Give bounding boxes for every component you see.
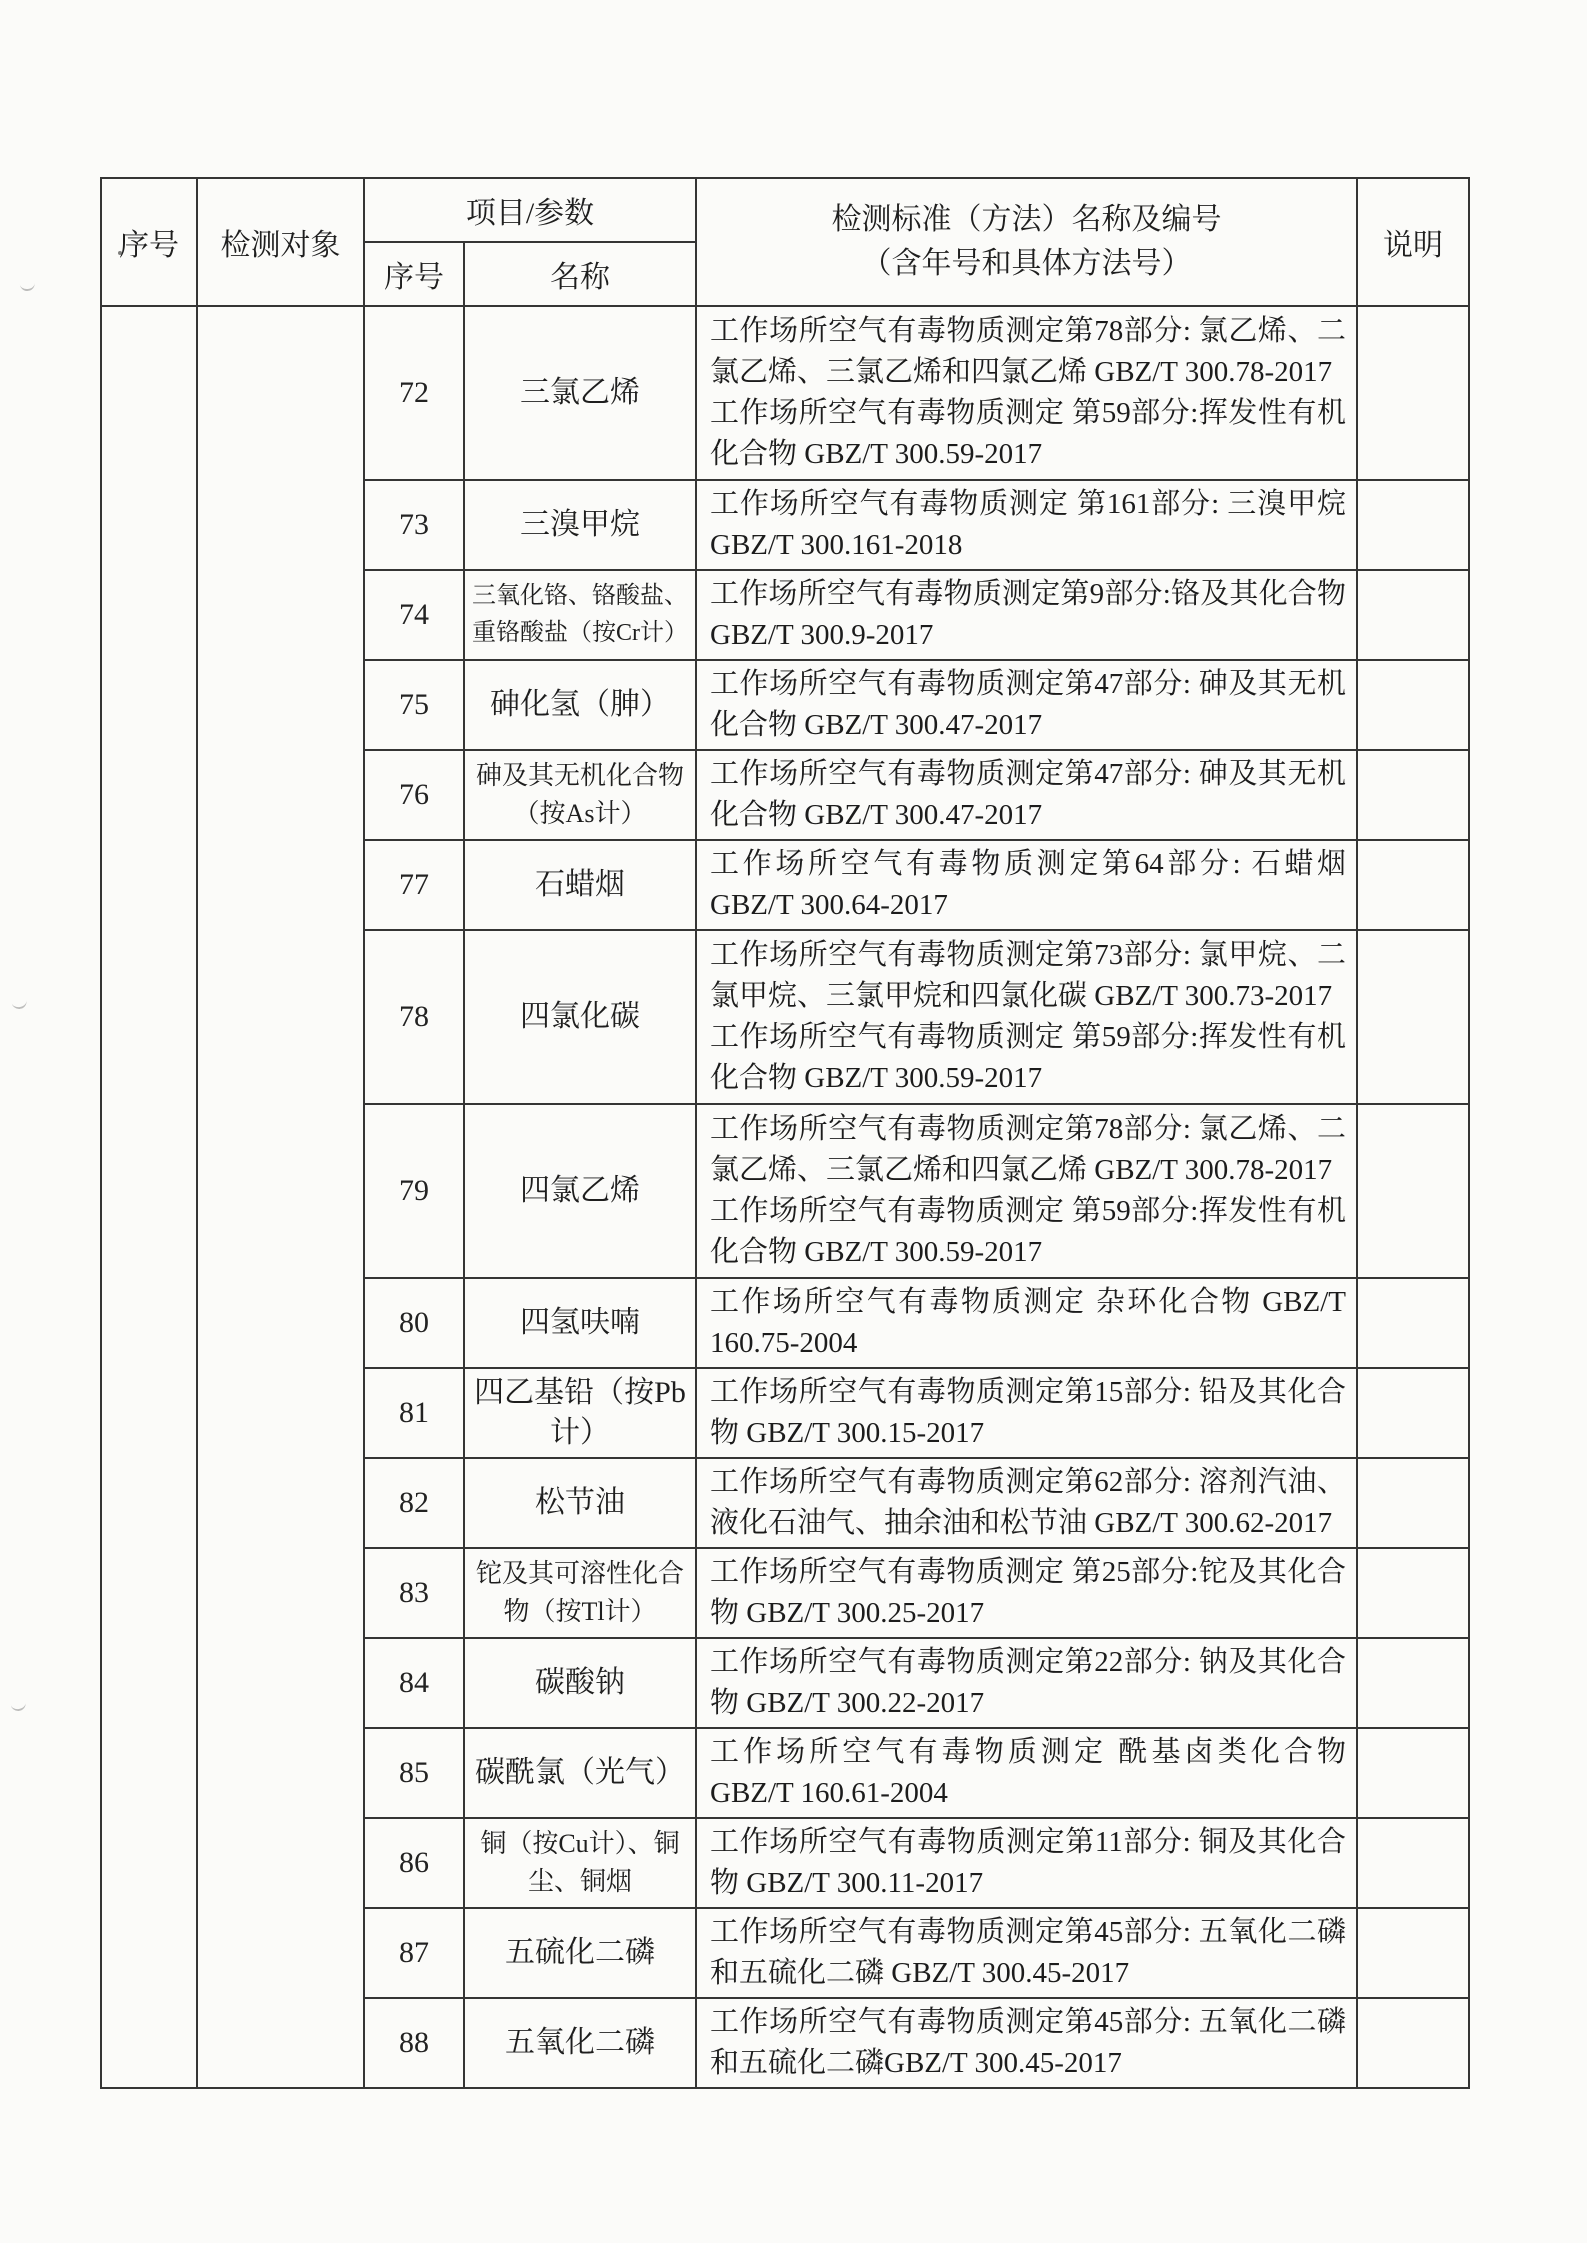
item-seq-cell: 74 (364, 570, 464, 660)
pencil-check-mark (11, 998, 28, 1010)
item-name-cell: 四氯化碳 (464, 930, 696, 1104)
standard-text: 工作场所空气有毒物质测定第47部分: 砷及其无机化合物 GBZ/T 300.47-2017 (710, 758, 1346, 831)
item-name-cell: 铊及其可溶性化合物（按Tl计） (464, 1548, 696, 1638)
item-name-cell: 砷及其无机化合物（按As计） (464, 750, 696, 840)
header-seq (101, 178, 197, 306)
header-note-label: 说明 (1383, 229, 1443, 262)
standard-cell (696, 480, 1357, 570)
standard-text: 工作场所空气有毒物质测定第47部分: 砷及其无机化合物 GBZ/T 300.47-2017 (710, 668, 1346, 741)
standard-text: 工作场所空气有毒物质测定 第59部分:挥发性有机化合物 GBZ/T 300.59-2017 (710, 1195, 1346, 1268)
item-name-cell: 石蜡烟 (464, 840, 696, 930)
note-cell (1357, 1458, 1469, 1548)
standard-cell (696, 1458, 1357, 1548)
item-seq-cell: 81 (364, 1368, 464, 1458)
standard-text: 工作场所空气有毒物质测定 第59部分:挥发性有机化合物 GBZ/T 300.59-2017 (710, 397, 1346, 470)
standard-text: 工作场所空气有毒物质测定第64部分: 石蜡烟 GBZ/T 300.64-2017 (710, 848, 1346, 921)
standard-text: 工作场所空气有毒物质测定第22部分: 钠及其化合物 GBZ/T 300.22-2017 (710, 1646, 1346, 1719)
header-item-seq-label: 序号 (384, 261, 444, 294)
note-cell (1357, 306, 1469, 480)
standard-text: 工作场所空气有毒物质测定第11部分: 铜及其化合物 GBZ/T 300.11-2017 (710, 1826, 1346, 1899)
standard-cell (696, 1104, 1357, 1278)
standard-cell (696, 1278, 1357, 1368)
header-note (1357, 178, 1469, 306)
item-seq-cell: 73 (364, 480, 464, 570)
item-seq-cell: 80 (364, 1278, 464, 1368)
item-name-cell: 四乙基铅（按Pb计） (464, 1368, 696, 1458)
item-seq-cell: 72 (364, 306, 464, 480)
note-cell (1357, 1728, 1469, 1818)
note-cell (1357, 1818, 1469, 1908)
item-name-cell: 四氢呋喃 (464, 1278, 696, 1368)
item-name-cell: 四氯乙烯 (464, 1104, 696, 1278)
note-cell (1357, 660, 1469, 750)
header-item-name-label: 名称 (550, 261, 610, 294)
item-seq-cell: 78 (364, 930, 464, 1104)
item-seq-cell: 87 (364, 1908, 464, 1998)
standard-cell (696, 1818, 1357, 1908)
standard-cell (696, 1548, 1357, 1638)
note-cell (1357, 750, 1469, 840)
item-seq-cell: 82 (364, 1458, 464, 1548)
standard-text: 工作场所空气有毒物质测定第45部分: 五氧化二磷和五硫化二磷GBZ/T 300.45-2017 (710, 2006, 1346, 2079)
table-row (101, 306, 1469, 480)
note-cell (1357, 1278, 1469, 1368)
note-cell (1357, 1908, 1469, 1998)
item-name-cell: 三溴甲烷 (464, 480, 696, 570)
note-cell (1357, 570, 1469, 660)
item-name-cell: 三氯乙烯 (464, 306, 696, 480)
item-name-cell: 砷化氢（胂） (464, 660, 696, 750)
standard-text: 工作场所空气有毒物质测定第73部分: 氯甲烷、二氯甲烷、三氯甲烷和四氯化碳 GBZ/T 300.73-2017 (710, 939, 1346, 1012)
standard-cell (696, 1728, 1357, 1818)
note-cell (1357, 1548, 1469, 1638)
standard-cell (696, 306, 1357, 480)
standard-cell (696, 930, 1357, 1104)
item-seq-cell: 85 (364, 1728, 464, 1818)
standard-text: 工作场所空气有毒物质测定第62部分: 溶剂汽油、液化石油气、抽余油和松节油 GBZ/T 300.62-2017 (710, 1466, 1346, 1539)
standard-text: 工作场所空气有毒物质测定 第25部分:铊及其化合物 GBZ/T 300.25-2017 (710, 1556, 1346, 1629)
standard-cell (696, 1998, 1357, 2088)
object-cell (197, 306, 364, 2088)
item-seq-cell: 79 (364, 1104, 464, 1278)
standard-text: 工作场所空气有毒物质测定第9部分:铬及其化合物 GBZ/T 300.9-2017 (710, 578, 1346, 651)
note-cell (1357, 930, 1469, 1104)
item-seq-cell: 84 (364, 1638, 464, 1728)
standard-text: 工作场所空气有毒物质测定 第161部分: 三溴甲烷 GBZ/T 300.161-2018 (710, 488, 1346, 561)
item-seq-cell: 86 (364, 1818, 464, 1908)
detection-standards-table (100, 177, 1470, 2089)
standard-cell (696, 570, 1357, 660)
header-object-label: 检测对象 (220, 229, 341, 262)
standard-cell (696, 750, 1357, 840)
standard-text: 工作场所空气有毒物质测定第45部分: 五氧化二磷和五硫化二磷 GBZ/T 300.45-2017 (710, 1916, 1346, 1989)
table-body (101, 306, 1469, 2088)
note-cell (1357, 1368, 1469, 1458)
item-name-cell: 五氧化二磷 (464, 1998, 696, 2088)
standard-cell (696, 660, 1357, 750)
item-name-cell: 五硫化二磷 (464, 1908, 696, 1998)
item-name-cell: 碳酰氯（光气） (464, 1728, 696, 1818)
standard-cell (696, 840, 1357, 930)
standard-text: 工作场所空气有毒物质测定第78部分: 氯乙烯、二氯乙烯、三氯乙烯和四氯乙烯 GBZ/T 300.78-2017 (710, 315, 1346, 388)
header-item-param-label: 项目/参数 (465, 197, 595, 230)
table-header (101, 178, 1469, 306)
header-standard (696, 178, 1357, 306)
pencil-check-mark (20, 280, 36, 292)
standard-cell (696, 1638, 1357, 1728)
seq-cell (101, 306, 197, 2088)
standard-cell (696, 1368, 1357, 1458)
note-cell (1357, 1104, 1469, 1278)
item-name-cell: 碳酸钠 (464, 1638, 696, 1728)
note-cell (1357, 1638, 1469, 1728)
standard-text: 工作场所空气有毒物质测定 第59部分:挥发性有机化合物 GBZ/T 300.59-2017 (710, 1021, 1346, 1094)
header-standard-line1: 检测标准（方法）名称及编号 (831, 203, 1222, 236)
header-standard-line2: （含年号和具体方法号） (861, 247, 1192, 280)
header-item-name (464, 242, 696, 306)
standard-text: 工作场所空气有毒物质测定第15部分: 铅及其化合物 GBZ/T 300.15-2017 (710, 1376, 1346, 1449)
item-name-cell: 铜（按Cu计）、铜尘、铜烟 (464, 1818, 696, 1908)
note-cell (1357, 480, 1469, 570)
note-cell (1357, 840, 1469, 930)
standard-cell (696, 1908, 1357, 1998)
item-seq-cell: 76 (364, 750, 464, 840)
item-seq-cell: 75 (364, 660, 464, 750)
item-seq-cell: 83 (364, 1548, 464, 1638)
note-cell (1357, 1998, 1469, 2088)
header-object (197, 178, 364, 306)
standard-text: 工作场所空气有毒物质测定 杂环化合物 GBZ/T 160.75-2004 (710, 1286, 1346, 1359)
item-seq-cell: 88 (364, 1998, 464, 2088)
standard-text: 工作场所空气有毒物质测定第78部分: 氯乙烯、二氯乙烯、三氯乙烯和四氯乙烯 GBZ/T 300.78-2017 (710, 1113, 1346, 1186)
item-seq-cell: 77 (364, 840, 464, 930)
item-name-cell: 三氧化铬、铬酸盐、重铬酸盐（按Cr计） (464, 570, 696, 660)
pencil-check-mark (10, 1700, 26, 1712)
header-seq-label: 序号 (119, 229, 179, 262)
header-item-seq (364, 242, 464, 306)
standard-text: 工作场所空气有毒物质测定 酰基卤类化合物 GBZ/T 160.61-2004 (710, 1736, 1346, 1809)
header-item-param (364, 178, 696, 242)
item-name-cell: 松节油 (464, 1458, 696, 1548)
